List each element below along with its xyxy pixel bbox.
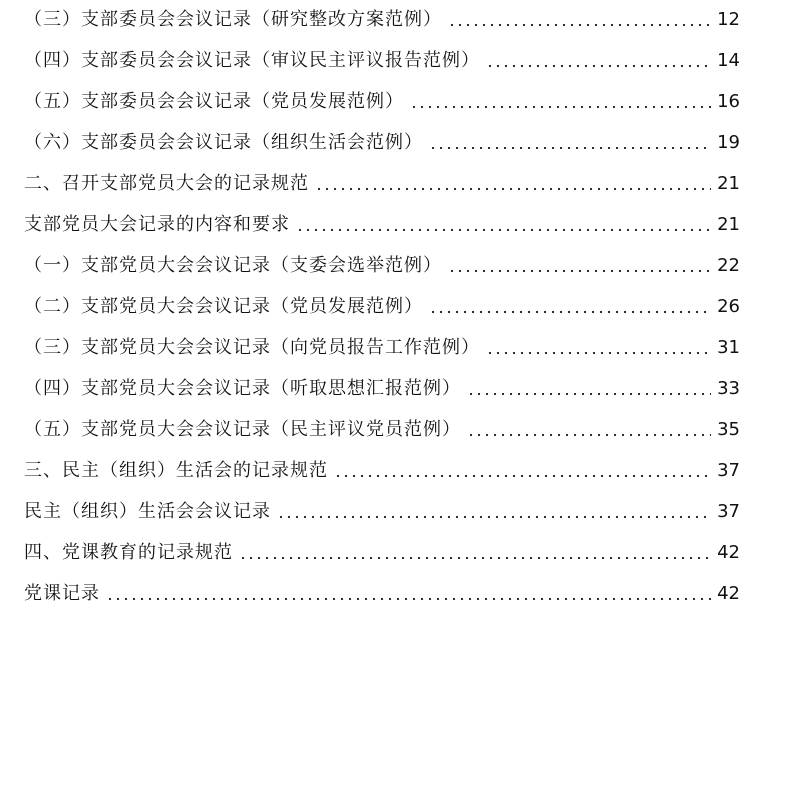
toc-dot-leader bbox=[448, 270, 711, 272]
toc-entry[interactable] bbox=[24, 496, 740, 524]
toc-entry-title: （四）支部委员会会议记录（审议民主评议报告范例） bbox=[24, 50, 480, 71]
toc-dot-leader bbox=[467, 434, 711, 436]
toc-entry[interactable] bbox=[24, 168, 740, 196]
toc-entry-title: （二）支部党员大会会议记录（党员发展范例） bbox=[24, 296, 423, 317]
toc-entry-page: 21 bbox=[717, 214, 740, 235]
toc-entry-page: 37 bbox=[717, 501, 740, 522]
toc-entry[interactable] bbox=[24, 537, 740, 565]
toc-dot-leader bbox=[239, 557, 711, 559]
toc-entry[interactable] bbox=[24, 45, 740, 73]
toc-entry[interactable] bbox=[24, 291, 740, 319]
toc-entry-title: （五）支部党员大会会议记录（民主评议党员范例） bbox=[24, 419, 461, 440]
toc-entry-page: 26 bbox=[717, 296, 740, 317]
toc-entry-page: 22 bbox=[717, 255, 740, 276]
toc-entry[interactable] bbox=[24, 209, 740, 237]
toc-dot-leader bbox=[486, 352, 711, 354]
toc-entry-page: 16 bbox=[717, 91, 740, 112]
toc-entry[interactable] bbox=[24, 86, 740, 114]
toc-dot-leader bbox=[334, 475, 711, 477]
toc-dot-leader bbox=[315, 188, 711, 190]
toc-dot-leader bbox=[448, 24, 711, 26]
toc-entry-page: 35 bbox=[717, 419, 740, 440]
toc-entry-title: 三、民主（组织）生活会的记录规范 bbox=[24, 460, 328, 481]
toc-entry-page: 42 bbox=[717, 583, 740, 604]
toc-entry-page: 37 bbox=[717, 460, 740, 481]
toc-entry-title: 民主（组织）生活会会议记录 bbox=[24, 501, 271, 522]
toc-entry-title: （五）支部委员会会议记录（党员发展范例） bbox=[24, 91, 404, 112]
toc-entry-page: 14 bbox=[717, 50, 740, 71]
toc-entry-page: 31 bbox=[717, 337, 740, 358]
toc-entry-title: （三）支部党员大会会议记录（向党员报告工作范例） bbox=[24, 337, 480, 358]
toc-entry[interactable] bbox=[24, 373, 740, 401]
toc-entry-title: （四）支部党员大会会议记录（听取思想汇报范例） bbox=[24, 378, 461, 399]
toc-dot-leader bbox=[467, 393, 711, 395]
toc-entry[interactable] bbox=[24, 250, 740, 278]
toc-entry[interactable] bbox=[24, 332, 740, 360]
toc-entry-title: （一）支部党员大会会议记录（支委会选举范例） bbox=[24, 255, 442, 276]
toc-entry-title: （三）支部委员会会议记录（研究整改方案范例） bbox=[24, 9, 442, 30]
toc-dot-leader bbox=[429, 311, 711, 313]
toc-entry-page: 33 bbox=[717, 378, 740, 399]
toc-dot-leader bbox=[296, 229, 711, 231]
toc-dot-leader bbox=[486, 65, 711, 67]
toc-dot-leader bbox=[410, 106, 711, 108]
toc-entry[interactable] bbox=[24, 414, 740, 442]
toc-entry[interactable] bbox=[24, 578, 740, 606]
toc-entry-page: 21 bbox=[717, 173, 740, 194]
toc-entry[interactable] bbox=[24, 455, 740, 483]
toc-entry[interactable] bbox=[24, 4, 740, 32]
toc-dot-leader bbox=[106, 598, 711, 600]
toc-entry-page: 12 bbox=[717, 9, 740, 30]
toc-entry-title: 四、党课教育的记录规范 bbox=[24, 542, 233, 563]
toc-dot-leader bbox=[277, 516, 711, 518]
toc-entry-title: 二、召开支部党员大会的记录规范 bbox=[24, 173, 309, 194]
toc-entry[interactable] bbox=[24, 127, 740, 155]
toc-entry-page: 42 bbox=[717, 542, 740, 563]
toc-entry-title: 支部党员大会记录的内容和要求 bbox=[24, 214, 290, 235]
toc-entry-title: （六）支部委员会会议记录（组织生活会范例） bbox=[24, 132, 423, 153]
toc-entry-title: 党课记录 bbox=[24, 583, 100, 604]
toc-entry-page: 19 bbox=[717, 132, 740, 153]
toc-dot-leader bbox=[429, 147, 711, 149]
